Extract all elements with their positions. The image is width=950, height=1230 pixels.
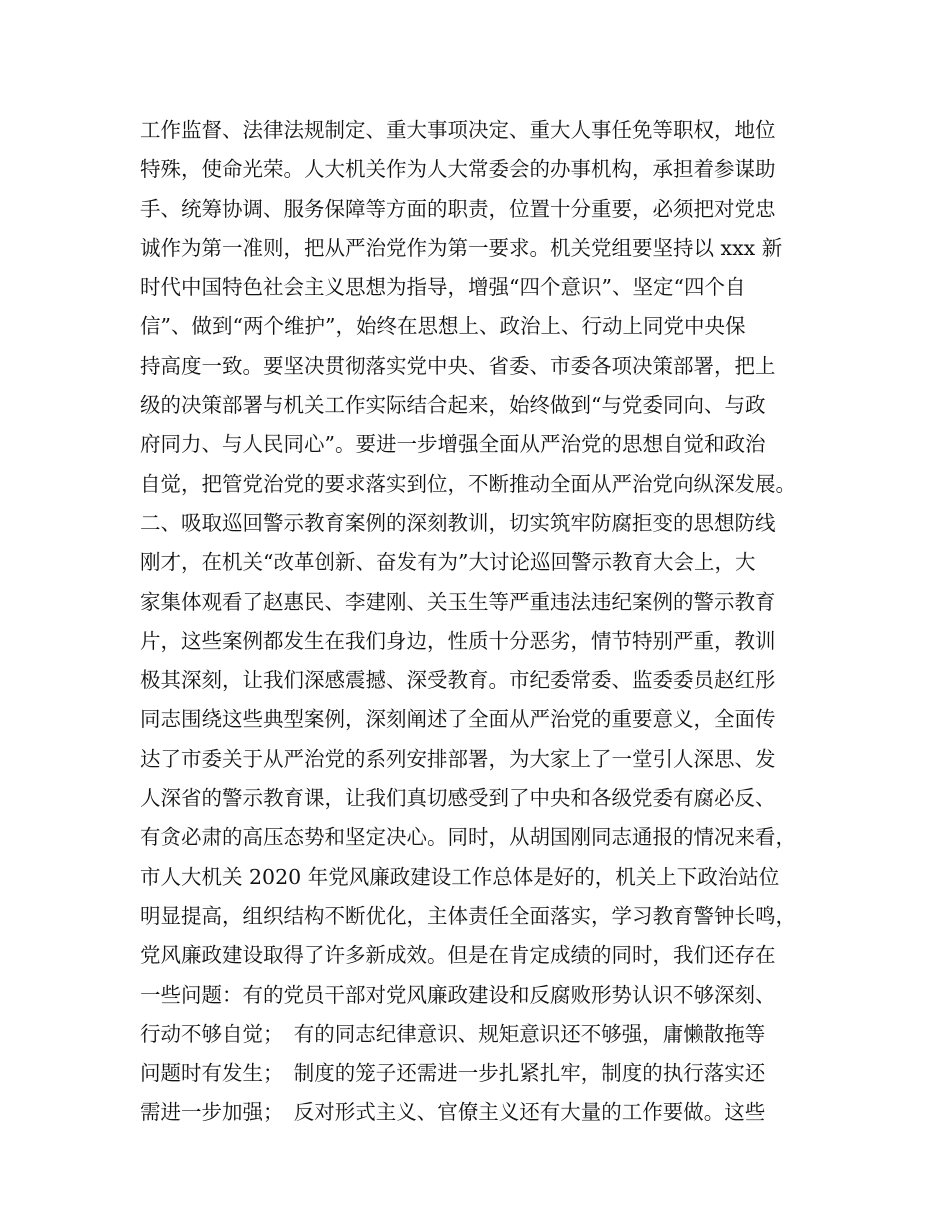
text-line: 极其深刻，让我们深感震撼、深受教育。市纪委常委、监委委员赵红彤 (140, 668, 776, 693)
paragraph-responsibility (140, 111, 830, 504)
text-line: 诚作为第一准则，把从严治党作为第一要求。机关党组要坚持以 xxx 新 (140, 235, 783, 260)
text-line: 同志围绕这些典型案例，深刻阐述了全面从严治党的重要意义，全面传 (140, 707, 776, 732)
text-line: 行动不够自觉； 有的同志纪律意识、规矩意识还不够强，庸懒散拖等 (140, 1021, 766, 1046)
text-line: 信”、做到“两个维护”，始终在思想上、政治上、行动上同党中央保 (140, 314, 746, 339)
text-line: 自觉，把管党治党的要求落实到位，不断推动全面从严治党向纵深发展。 (140, 471, 796, 496)
text-line: 府同力、与人民同心”。要进一步增强全面从严治党的思想自觉和政治 (140, 432, 766, 457)
text-line: 有贪必肃的高压态势和坚定决心。同时，从胡国刚同志通报的情况来看， (140, 825, 796, 850)
section-heading: 二、吸取巡回警示教育案例的深刻教训，切实筑牢防腐拒变的思想防线 (140, 511, 776, 535)
text-line: 刚才，在机关“改革创新、奋发有为”大讨论巡回警示教育大会上，大 (140, 550, 756, 575)
text-line: 明显提高，组织结构不断优化，主体责任全面落实，学习教育警钟长鸣， (140, 903, 796, 928)
text-line: 级的决策部署与机关工作实际结合起来，始终做到“与党委同向、与政 (140, 393, 766, 418)
text-line: 党风廉政建设取得了许多新成效。但是在肯定成绩的同时，我们还存在 (140, 943, 776, 968)
text-line: 工作监督、法律法规制定、重大事项决定、重大人事任免等职权，地位 (140, 118, 776, 142)
text-line: 需进一步加强； 反对形式主义、官僚主义还有大量的工作要做。这些 (140, 1100, 766, 1125)
text-line: 特殊，使命光荣。人大机关作为人大常委会的办事机构，承担着参谋助 (140, 157, 776, 182)
text-line: 达了市委关于从严治党的系列安排部署，为大家上了一堂引人深思、发 (140, 746, 776, 771)
text-line: 市人大机关 2020 年党风廉政建设工作总体是好的，机关上下政治站位 (140, 864, 780, 889)
text-line: 持高度一致。要坚决贯彻落实党中央、省委、市委各项决策部署，把上 (140, 353, 776, 378)
paragraph-warning-education (140, 504, 830, 1133)
text-line: 一些问题：有的党员干部对党风廉政建设和反腐败形势认识不够深刻、 (140, 982, 776, 1007)
text-line: 人深省的警示教育课，让我们真切感受到了中央和各级党委有腐必反、 (140, 786, 776, 811)
text-line: 手、统筹协调、服务保障等方面的职责，位置十分重要，必须把对党忠 (140, 196, 776, 221)
text-line: 家集体观看了赵惠民、李建刚、关玉生等严重违法违纪案例的警示教育 (140, 589, 776, 614)
text-line: 问题时有发生； 制度的笼子还需进一步扎紧扎牢，制度的执行落实还 (140, 1061, 766, 1086)
text-line: 片，这些案例都发生在我们身边，性质十分恶劣，情节特别严重，教训 (140, 628, 776, 653)
text-line: 时代中国特色社会主义思想为指导，增强“四个意识”、坚定“四个自 (140, 275, 746, 300)
